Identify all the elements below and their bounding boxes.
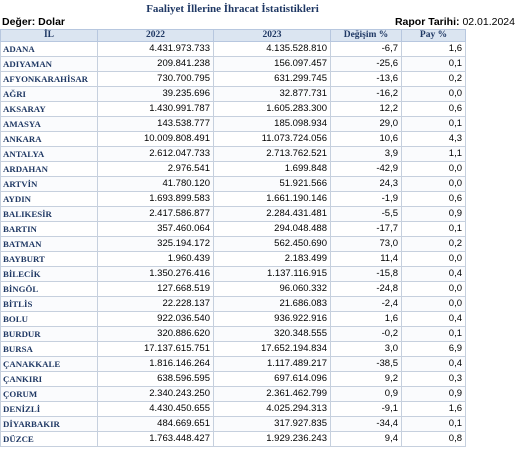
table-header-row: [1, 30, 466, 42]
value-2023-cell: 562.450.690: [214, 237, 331, 252]
value-2022-cell: 1.693.899.583: [98, 192, 214, 207]
value-2022-cell: 1.350.276.416: [98, 267, 214, 282]
province-cell: ARTVİN: [1, 177, 98, 192]
table-row: [1, 282, 466, 297]
value-2022-cell: 2.417.586.877: [98, 207, 214, 222]
province-cell: ÇANAKKALE: [1, 357, 98, 372]
share-cell: 1,1: [402, 147, 466, 162]
value-2023-cell: 1.605.283.300: [214, 102, 331, 117]
report-date-value: 02.01.2024: [462, 16, 515, 28]
value-2022-cell: 22.228.137: [98, 297, 214, 312]
change-cell: 24,3: [331, 177, 402, 192]
change-cell: -42,9: [331, 162, 402, 177]
table-row: [1, 402, 466, 417]
value-2023-cell: 320.348.555: [214, 327, 331, 342]
value-2022-cell: 41.780.120: [98, 177, 214, 192]
column-header-province: İL: [1, 30, 98, 42]
table-row: [1, 417, 466, 432]
value-2022-cell: 2.612.047.733: [98, 147, 214, 162]
table-row: [1, 387, 466, 402]
value-2022-cell: 638.596.595: [98, 372, 214, 387]
value-2022-cell: 1.430.991.787: [98, 102, 214, 117]
value-2023-cell: 936.922.916: [214, 312, 331, 327]
province-cell: BURSA: [1, 342, 98, 357]
province-cell: BAYBURT: [1, 252, 98, 267]
table-row: [1, 162, 466, 177]
change-cell: 73,0: [331, 237, 402, 252]
province-cell: BİLECİK: [1, 267, 98, 282]
value-2023-cell: 697.614.096: [214, 372, 331, 387]
share-cell: 1,6: [402, 42, 466, 57]
province-cell: ANTALYA: [1, 147, 98, 162]
value-2022-cell: 4.430.450.655: [98, 402, 214, 417]
table-row: [1, 147, 466, 162]
value-2023-cell: 317.927.835: [214, 417, 331, 432]
report-date-label: Rapor Tarihi:: [394, 16, 460, 28]
value-2022-cell: 4.431.973.733: [98, 42, 214, 57]
share-cell: 0,1: [402, 417, 466, 432]
share-cell: 0,2: [402, 72, 466, 87]
province-cell: BURDUR: [1, 327, 98, 342]
change-cell: 10,6: [331, 132, 402, 147]
table-row: [1, 237, 466, 252]
table-row: [1, 132, 466, 147]
share-cell: 0,4: [402, 357, 466, 372]
value-2022-cell: 320.886.620: [98, 327, 214, 342]
table-row: [1, 177, 466, 192]
table-row: [1, 87, 466, 102]
share-cell: 0,9: [402, 387, 466, 402]
column-header-share: Pay %: [402, 30, 466, 42]
value-2022-cell: 1.763.448.427: [98, 432, 214, 447]
share-cell: 0,8: [402, 432, 466, 447]
change-cell: 9,4: [331, 432, 402, 447]
share-cell: 0,6: [402, 102, 466, 117]
share-cell: 1,6: [402, 402, 466, 417]
value-2023-cell: 631.299.745: [214, 72, 331, 87]
share-cell: 0,0: [402, 162, 466, 177]
share-cell: 0,1: [402, 57, 466, 72]
table-row: [1, 432, 466, 447]
value-2022-cell: 730.700.795: [98, 72, 214, 87]
change-cell: 1,6: [331, 312, 402, 327]
change-cell: -5,5: [331, 207, 402, 222]
change-cell: -2,4: [331, 297, 402, 312]
province-cell: ANKARA: [1, 132, 98, 147]
value-2022-cell: 127.668.519: [98, 282, 214, 297]
province-cell: ÇORUM: [1, 387, 98, 402]
value-2023-cell: 2.361.462.799: [214, 387, 331, 402]
province-cell: AMASYA: [1, 117, 98, 132]
table-row: [1, 357, 466, 372]
change-cell: -38,5: [331, 357, 402, 372]
share-cell: 0,2: [402, 237, 466, 252]
value-2023-cell: 4.025.294.313: [214, 402, 331, 417]
value-2023-cell: 156.097.457: [214, 57, 331, 72]
share-cell: 0,0: [402, 297, 466, 312]
share-cell: 0,1: [402, 117, 466, 132]
value-2023-cell: 1.929.236.243: [214, 432, 331, 447]
value-2022-cell: 209.841.238: [98, 57, 214, 72]
province-cell: BALIKESİR: [1, 207, 98, 222]
share-cell: 0,0: [402, 87, 466, 102]
value-2022-cell: 2.340.243.250: [98, 387, 214, 402]
table-row: [1, 327, 466, 342]
table-row: [1, 72, 466, 87]
table-row: [1, 372, 466, 387]
share-cell: 0,1: [402, 222, 466, 237]
value-2022-cell: 325.194.172: [98, 237, 214, 252]
table-row: [1, 297, 466, 312]
province-cell: BİTLİS: [1, 297, 98, 312]
province-cell: BATMAN: [1, 237, 98, 252]
change-cell: -0,2: [331, 327, 402, 342]
change-cell: -6,7: [331, 42, 402, 57]
province-cell: AĞRI: [1, 87, 98, 102]
value-2023-cell: 294.048.488: [214, 222, 331, 237]
column-header-2022: 2022: [98, 30, 214, 42]
province-cell: AYDIN: [1, 192, 98, 207]
table-row: [1, 57, 466, 72]
table-row: [1, 102, 466, 117]
value-2022-cell: 143.538.777: [98, 117, 214, 132]
value-2022-cell: 2.976.541: [98, 162, 214, 177]
value-2022-cell: 17.137.615.751: [98, 342, 214, 357]
province-cell: BOLU: [1, 312, 98, 327]
table-row: [1, 117, 466, 132]
province-cell: DENİZLİ: [1, 402, 98, 417]
change-cell: 0,9: [331, 387, 402, 402]
value-2022-cell: 357.460.064: [98, 222, 214, 237]
table-row: [1, 252, 466, 267]
value-unit-label: Değer: Dolar: [2, 16, 66, 28]
value-2023-cell: 185.098.934: [214, 117, 331, 132]
table-row: [1, 207, 466, 222]
province-cell: ADANA: [1, 42, 98, 57]
share-cell: 4,3: [402, 132, 466, 147]
province-cell: ÇANKIRI: [1, 372, 98, 387]
value-2023-cell: 1.699.848: [214, 162, 331, 177]
value-2022-cell: 484.669.651: [98, 417, 214, 432]
change-cell: 9,2: [331, 372, 402, 387]
province-cell: AKSARAY: [1, 102, 98, 117]
share-cell: 0,6: [402, 192, 466, 207]
share-cell: 0,4: [402, 267, 466, 282]
value-2023-cell: 2.713.762.521: [214, 147, 331, 162]
province-cell: AFYONKARAHİSAR: [1, 72, 98, 87]
value-2023-cell: 51.921.566: [214, 177, 331, 192]
value-2023-cell: 1.661.190.146: [214, 192, 331, 207]
change-cell: 29,0: [331, 117, 402, 132]
value-2023-cell: 1.117.489.217: [214, 357, 331, 372]
change-cell: -17,7: [331, 222, 402, 237]
value-2022-cell: 1.960.439: [98, 252, 214, 267]
change-cell: 11,4: [331, 252, 402, 267]
change-cell: -15,8: [331, 267, 402, 282]
table-row: [1, 342, 466, 357]
share-cell: 0,0: [402, 282, 466, 297]
column-header-2023: 2023: [214, 30, 331, 42]
share-cell: 0,4: [402, 312, 466, 327]
province-cell: DÜZCE: [1, 432, 98, 447]
province-cell: BİNGÖL: [1, 282, 98, 297]
share-cell: 0,0: [402, 252, 466, 267]
change-cell: -25,6: [331, 57, 402, 72]
change-cell: 3,0: [331, 342, 402, 357]
change-cell: 3,9: [331, 147, 402, 162]
value-2023-cell: 11.073.724.056: [214, 132, 331, 147]
value-2023-cell: 4.135.528.810: [214, 42, 331, 57]
province-cell: ADIYAMAN: [1, 57, 98, 72]
value-2023-cell: 21.686.083: [214, 297, 331, 312]
value-2022-cell: 1.816.146.264: [98, 357, 214, 372]
table-row: [1, 222, 466, 237]
change-cell: -34,4: [331, 417, 402, 432]
value-2023-cell: 2.284.431.481: [214, 207, 331, 222]
share-cell: 0,0: [402, 177, 466, 192]
value-2022-cell: 39.235.696: [98, 87, 214, 102]
value-2023-cell: 2.183.499: [214, 252, 331, 267]
table-row: [1, 267, 466, 282]
share-cell: 0,3: [402, 372, 466, 387]
report-date: [395, 16, 515, 28]
province-cell: ARDAHAN: [1, 162, 98, 177]
share-cell: 0,1: [402, 327, 466, 342]
value-2022-cell: 922.036.540: [98, 312, 214, 327]
table-row: [1, 192, 466, 207]
value-2023-cell: 17.652.194.834: [214, 342, 331, 357]
value-2022-cell: 10.009.808.491: [98, 132, 214, 147]
export-statistics-table: [0, 29, 466, 447]
province-cell: BARTIN: [1, 222, 98, 237]
share-cell: 6,9: [402, 342, 466, 357]
share-cell: 0,9: [402, 207, 466, 222]
change-cell: -9,1: [331, 402, 402, 417]
change-cell: -16,2: [331, 87, 402, 102]
change-cell: 12,2: [331, 102, 402, 117]
change-cell: -13,6: [331, 72, 402, 87]
province-cell: DİYARBAKIR: [1, 417, 98, 432]
change-cell: -1,9: [331, 192, 402, 207]
page-title: Faaliyet İllerine İhracat İstatistikleri: [146, 3, 319, 15]
value-2023-cell: 1.137.116.915: [214, 267, 331, 282]
change-cell: -24,8: [331, 282, 402, 297]
value-2023-cell: 96.060.332: [214, 282, 331, 297]
column-header-change: Değişim %: [331, 30, 402, 42]
table-row: [1, 312, 466, 327]
table-row: [1, 42, 466, 57]
value-2023-cell: 32.877.731: [214, 87, 331, 102]
